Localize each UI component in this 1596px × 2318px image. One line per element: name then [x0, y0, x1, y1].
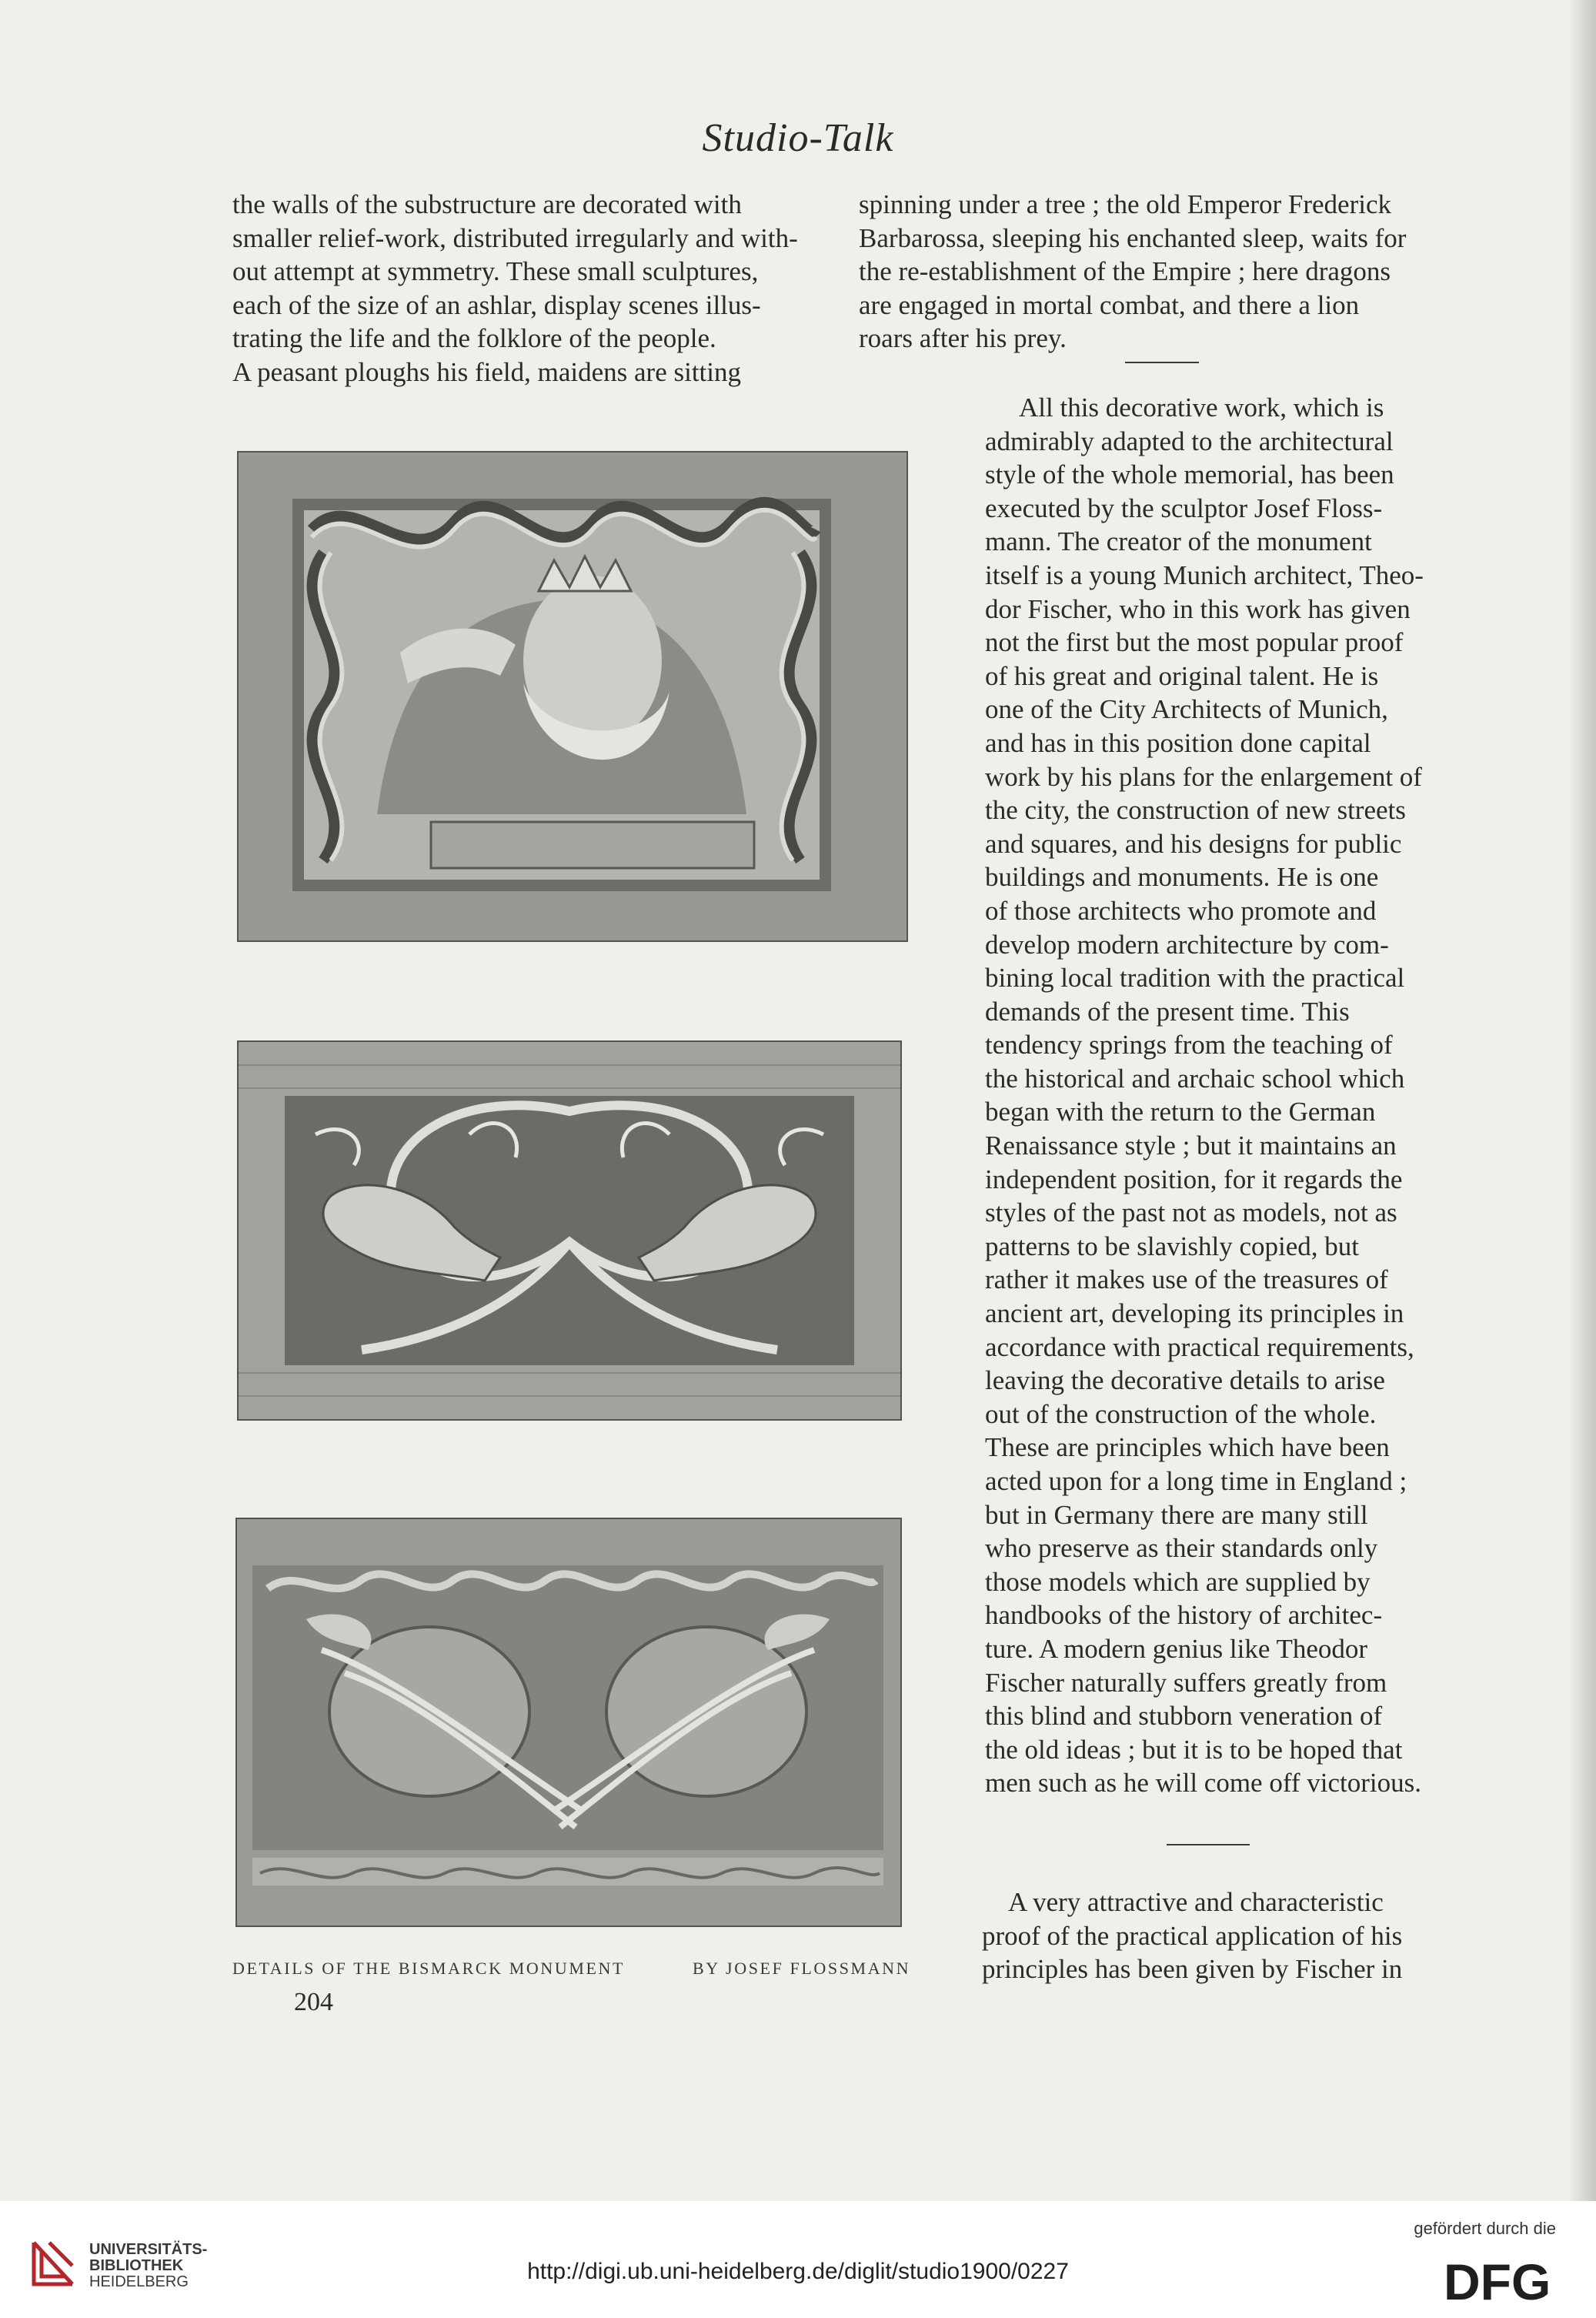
- dfg-logo: [1444, 2255, 1559, 2304]
- text-line: the historical and archaic school which: [985, 1063, 1405, 1094]
- text-line: patterns to be slavishly copied, but: [985, 1231, 1360, 1261]
- text-line: this blind and stubborn veneration of: [985, 1701, 1383, 1732]
- text-line: the old ideas ; but it is to be hoped that: [985, 1734, 1403, 1765]
- relief-plate-barbarossa: [237, 451, 908, 942]
- text-line: develop modern architecture by com-: [985, 929, 1389, 960]
- text-line: independent position, for it regards the: [985, 1164, 1403, 1194]
- text-line: proof of the practical application of his: [982, 1920, 1403, 1951]
- text-line: bining local tradition with the practical: [985, 963, 1405, 994]
- text-line: out attempt at symmetry. These small sculptures,: [232, 256, 759, 287]
- text-line: men such as he will come off victorious.: [985, 1768, 1422, 1799]
- right-column-top-text: [859, 188, 1450, 356]
- text-line: These are principles which have been: [985, 1432, 1390, 1463]
- text-line: Renaissance style ; but it maintains an: [985, 1131, 1397, 1161]
- text-line: dor Fischer, who in this work has given: [985, 593, 1411, 624]
- barbarossa-relief-image: [239, 453, 907, 940]
- roosters-relief-image: [239, 1042, 900, 1419]
- text-line: roars after his prey.: [859, 323, 1067, 354]
- text-line: itself is a young Munich architect, Theo-: [985, 559, 1424, 590]
- text-line: mann. The creator of the monument: [985, 526, 1372, 557]
- text-line: executed by the sculptor Josef Floss-: [985, 493, 1383, 523]
- text-line: out of the construction of the whole.: [985, 1398, 1377, 1429]
- right-column-main-text: [985, 391, 1450, 1800]
- text-line: and has in this position done capital: [985, 727, 1371, 758]
- text-line: handbooks of the history of architec-: [985, 1600, 1383, 1631]
- text-line: smaller relief-work, distributed irregularly and with-: [232, 222, 798, 253]
- text-line: rather it makes use of the treasures of: [985, 1264, 1388, 1295]
- text-line: A very attractive and characteristic: [1008, 1887, 1384, 1917]
- text-line: are engaged in mortal combat, and there a lion: [859, 289, 1360, 320]
- relief-plate-roosters: [237, 1040, 902, 1421]
- text-line: trating the life and the folklore of the people.: [232, 323, 716, 354]
- text-line: who preserve as their standards only: [985, 1533, 1378, 1564]
- footer-bar: [0, 2201, 1596, 2318]
- text-line: Barbarossa, sleeping his enchanted sleep, waits for: [859, 222, 1407, 253]
- funding-label: gefördert durch die: [1414, 2219, 1556, 2238]
- text-line: but in Germany there are many still: [985, 1499, 1368, 1530]
- page-number: 204: [294, 1988, 333, 2016]
- running-head: Studio-Talk: [702, 116, 894, 160]
- text-line: the city, the construction of new streets: [985, 795, 1406, 826]
- text-line: of his great and original talent. He is: [985, 660, 1379, 691]
- text-line: each of the size of an ashlar, display scenes illus-: [232, 289, 761, 320]
- text-line: not the first but the most popular proof: [985, 627, 1404, 658]
- text-line: Fischer naturally suffers greatly from: [985, 1667, 1387, 1698]
- text-line: demands of the present time. This: [985, 996, 1350, 1027]
- text-line: those models which are supplied by: [985, 1566, 1371, 1597]
- text-line: ancient art, developing its principles in: [985, 1298, 1404, 1329]
- left-column-text: [232, 188, 826, 389]
- text-line: work by his plans for the enlargement of: [985, 761, 1422, 792]
- text-line: of those architects who promote and: [985, 895, 1377, 926]
- relief-plate-dragons: [235, 1518, 902, 1927]
- library-name-line: BIBLIOTHEK: [89, 2257, 184, 2274]
- text-line: A peasant ploughs his field, maidens are sitting: [232, 356, 742, 387]
- page-edge-shadow: [1568, 0, 1596, 2201]
- text-line: acted upon for a long time in England ;: [985, 1466, 1407, 1496]
- text-line: one of the City Architects of Munich,: [985, 694, 1388, 725]
- text-line: All this decorative work, which is: [1019, 392, 1384, 423]
- text-line: and squares, and his designs for public: [985, 828, 1402, 859]
- text-line: principles has been given by Fischer in: [982, 1954, 1403, 1985]
- text-line: accordance with practical requirements,: [985, 1331, 1414, 1362]
- figure-caption-title: DETAILS OF THE BISMARCK MONUMENT: [232, 1959, 626, 1978]
- text-line: the re-establishment of the Empire ; here dragons: [859, 256, 1391, 287]
- text-line: admirably adapted to the architectural: [985, 426, 1394, 456]
- text-line: spinning under a tree ; the old Emperor Frederick: [859, 189, 1392, 219]
- text-line: buildings and monuments. He is one: [985, 862, 1379, 893]
- permalink-url[interactable]: http://digi.ub.uni-heidelberg.de/diglit/studio1900/0227: [527, 2259, 1069, 2284]
- right-column-closing-text: [982, 1885, 1450, 1986]
- text-line: leaving the decorative details to arise: [985, 1365, 1385, 1396]
- section-divider: [1125, 362, 1199, 363]
- dragons-relief-image: [237, 1519, 900, 1926]
- dfg-logo-text: DFG: [1444, 2255, 1551, 2304]
- section-divider: [1167, 1844, 1250, 1845]
- text-line: began with the return to the German: [985, 1097, 1376, 1127]
- text-line: ture. A modern genius like Theodor: [985, 1633, 1368, 1664]
- text-line: style of the whole memorial, has been: [985, 459, 1394, 490]
- text-line: the walls of the substructure are decorated with: [232, 189, 742, 219]
- library-name-line: UNIVERSITÄTS-: [89, 2241, 208, 2258]
- library-name-line: HEIDELBERG: [89, 2273, 189, 2290]
- text-line: tendency springs from the teaching of: [985, 1030, 1393, 1060]
- figure-caption-credit: BY JOSEF FLOSSMANN: [693, 1959, 911, 1978]
- text-line: styles of the past not as models, not as: [985, 1197, 1397, 1228]
